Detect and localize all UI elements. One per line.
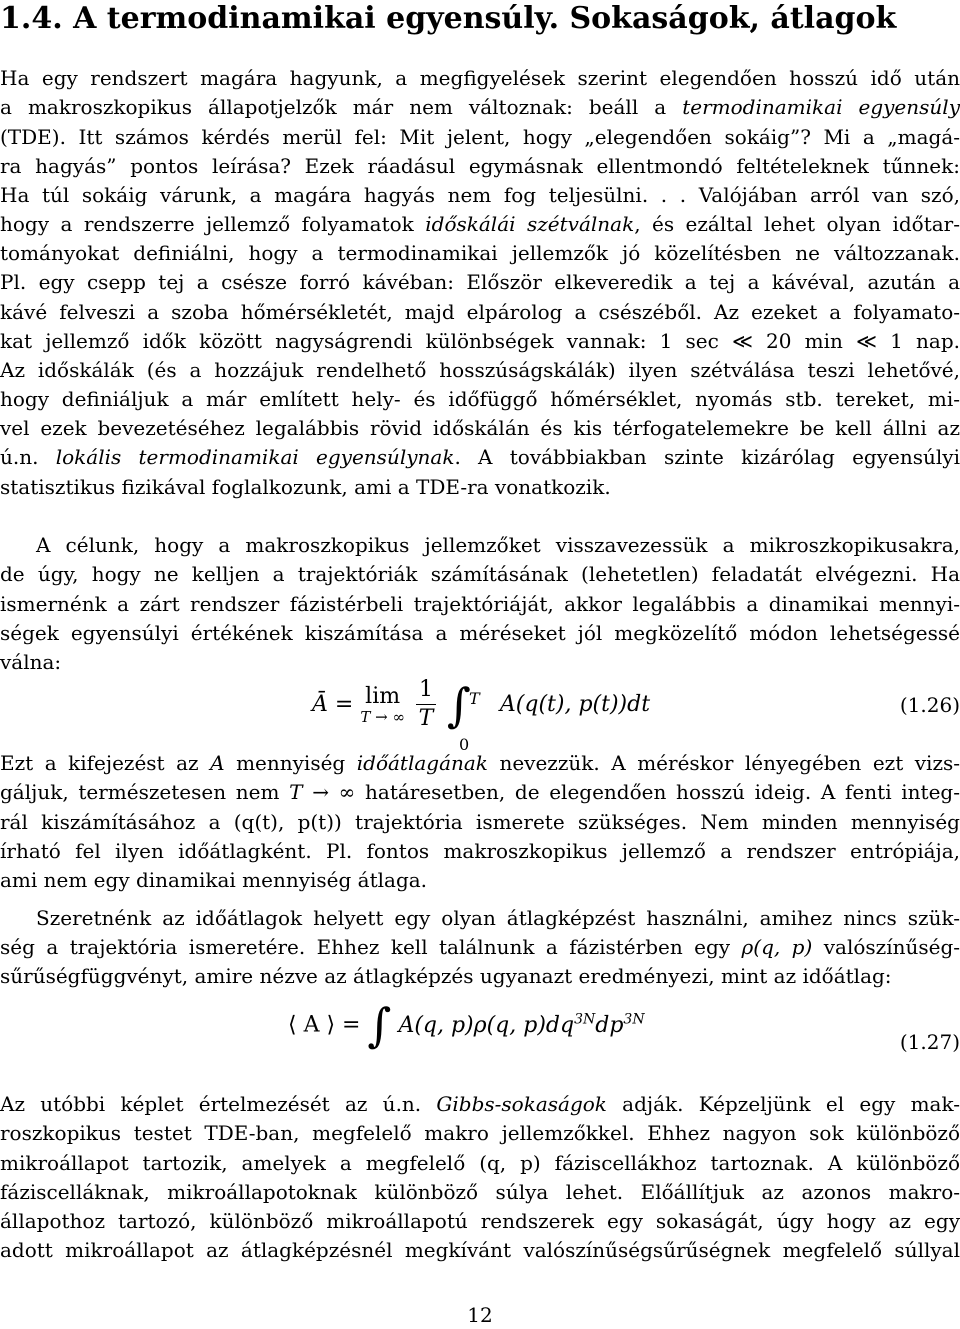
text-line: Szeretnénk az időátlagok helyett egy olyan átlagképzést használni, amihez nincs szük- [36,906,960,930]
eq-fraction: $\frac{1}{T}$ [416,676,436,733]
text-line: Pl. egy csepp tej a csésze forró kávéban: Először elkeveredik a tej a kávéval, azután a [0,270,960,294]
text-line: de úgy, hogy ne kelljen a trajektóriák számításának (lehetetlen) feladatát elvégezni. Ha [0,562,960,586]
eq-integrand: A(q, p)ρ(q, $p)dq^{3N}dp^{3N}$ [398,1011,645,1039]
text-line: sűrűségfüggvényt, amire nézve az átlagképzés ugyanazt eredményezi, mint az időátlag: [0,964,892,988]
eq-lhs: Ā = [312,692,354,717]
eq-integrand: A(q(t), p(t))dt [499,692,651,717]
section-heading: 1.4. A termodinamikai egyensúly. Sokaságok, átlagok [0,1,897,36]
term-timescale-separation: időskálái szétválnak [425,212,635,236]
term-local-equilibrium: lokális termodinamikai egyensúlynak [55,445,455,469]
text-line: vel ezek bevezetéséhez legalábbis rövid időskálán és kis térfogatelemekre be kell állni az [0,416,960,440]
equation-number: (1.27) [899,1030,960,1054]
text-line: válna: [0,650,62,674]
term-time-average: időátlagának [356,751,488,775]
text-line: hogy definiáljuk a már említett hely- és időfüggő hőmérséklet, nyomás stb. tereket, mi- [0,387,960,411]
text-line: A célunk, hogy a makroszkopikus jellemzőket visszavezessük a mikroszkopikusakra, [36,533,960,557]
text-line: fáziscelláknak, mikroállapotoknak különböző súlya lehet. Előállítjuk az azonos makro- [0,1180,960,1204]
text-line: írható fel ilyen időátlagként. Pl. fontos makroszkopikus jellemző a rendszer entrópiája, [0,839,960,863]
text-line: Ha túl sokáig várunk, a magára hagyás nem fog teljesülni. . . Valójában arról van szó, [0,183,960,207]
text-line: ra hagyás” pontos leírása? Ezek ráadásul egymásnak ellentmondó feltételeknek tűnnek: [0,154,960,178]
text-line: Ha egy rendszert magára hagyunk, a megfigyelések szerint elegendően hosszú idő után [0,66,960,90]
text-line: Az utóbbi képlet értelmezését az ú.n. Gibbs-sokaságok adják. Képzeljünk el egy mak- [0,1092,960,1116]
page-number: 12 [467,1303,493,1327]
integral-sign: ∫ [367,998,392,1052]
text-line: tományokat definiálni, hogy a termodinamikai jellemzők jó közelítésben ne változzanak. [0,241,960,265]
text-line: hogy a rendszerre jellemző folyamatok időskálái szétválnak, és ezáltal lehet olyan időtar- [0,212,960,236]
eq-limit: lim T → ∞ [360,683,405,726]
text-line: adott mikroállapot az átlagképzésnél megkívánt valószínűségsűrűségnek megfelelő súllyal [0,1238,960,1262]
equation-1-26 [0,676,960,754]
text-line: roszkopikus testet TDE-ban, megfelelő makro jellemzőkkel. Ehhez nagyon sok különböző [0,1121,960,1145]
equation-1-27 [0,1000,960,1070]
text-line: ségek egyensúlyi értékének kiszámítása a méréseket jól megközelítő módon lehetségessé [0,621,960,645]
text-line: a makroszkopikus állapotjelzők már nem változnak: beáll a termodinamikai egyensúly [0,95,960,119]
term-gibbs-ensembles: Gibbs-sokaságok [436,1092,607,1116]
equation-number: (1.26) [899,693,960,717]
text-line: állapothoz tartozó, különböző mikroállapotú rendszerek egy sokaságát, úgy hogy az egy [0,1209,960,1233]
text-line: rál kiszámításához a (q(t), p(t)) trajektória ismerete szükséges. Nem minden mennyiség [0,810,960,834]
eq-lhs: ⟨ A ⟩ = [288,1012,361,1038]
text-line: statisztikus fizikával foglalkozunk, ami a TDE-ra vonatkozik. [0,475,611,499]
text-line: Ezt a kifejezést az A mennyiség időátlagának nevezzük. A méréskor lényegében ezt vizs- [0,751,960,775]
text-line: ami nem egy dinamikai mennyiség átlaga. [0,868,428,892]
text-line: kat jellemző idők között nagyságrendi különbségek vannak: 1 sec ≪ 20 min ≪ 1 nap. [0,329,960,353]
text-line: gáljuk, természetesen nem T → ∞ határesetben, de elegendően hosszú ideig. A fenti integ- [0,780,960,804]
text-line: ismernénk a zárt rendszer fázistérbeli trajektóriáját, akkor legalábbis a dinamikai mennyi- [0,592,960,616]
term-thermodynamic-equilibrium: termodinamikai egyensúly [682,95,960,119]
text-line: (TDE). Itt számos kérdés merül fel: Mit jelent, hogy „elegendően sokáig”? Mi a „magá- [0,125,960,149]
text-line: kávé felveszi a szoba hőmérsékletét, majd elpárolog a csészéből. Az ezeket a folyamato- [0,300,960,324]
text-line: ú.n. lokális termodinamikai egyensúlynak. A továbbiakban szinte kizárólag egyensúlyi [0,445,960,469]
integral-sign: ∫ T 0 [446,677,480,754]
text-line: Az időskálák (és a hozzájuk rendelhető hosszúságskálák) ilyen szétválása teszi lehetővé, [0,358,960,382]
text-line: mikroállapot tartozik, amelyek a megfelelő (q, p) fáziscellákhoz tartoznak. A különböző [0,1151,960,1175]
text-line: ség a trajektória ismeretére. Ehhez kell találnunk a fázistérben egy ρ(q, p) valószínűség- [0,935,960,959]
